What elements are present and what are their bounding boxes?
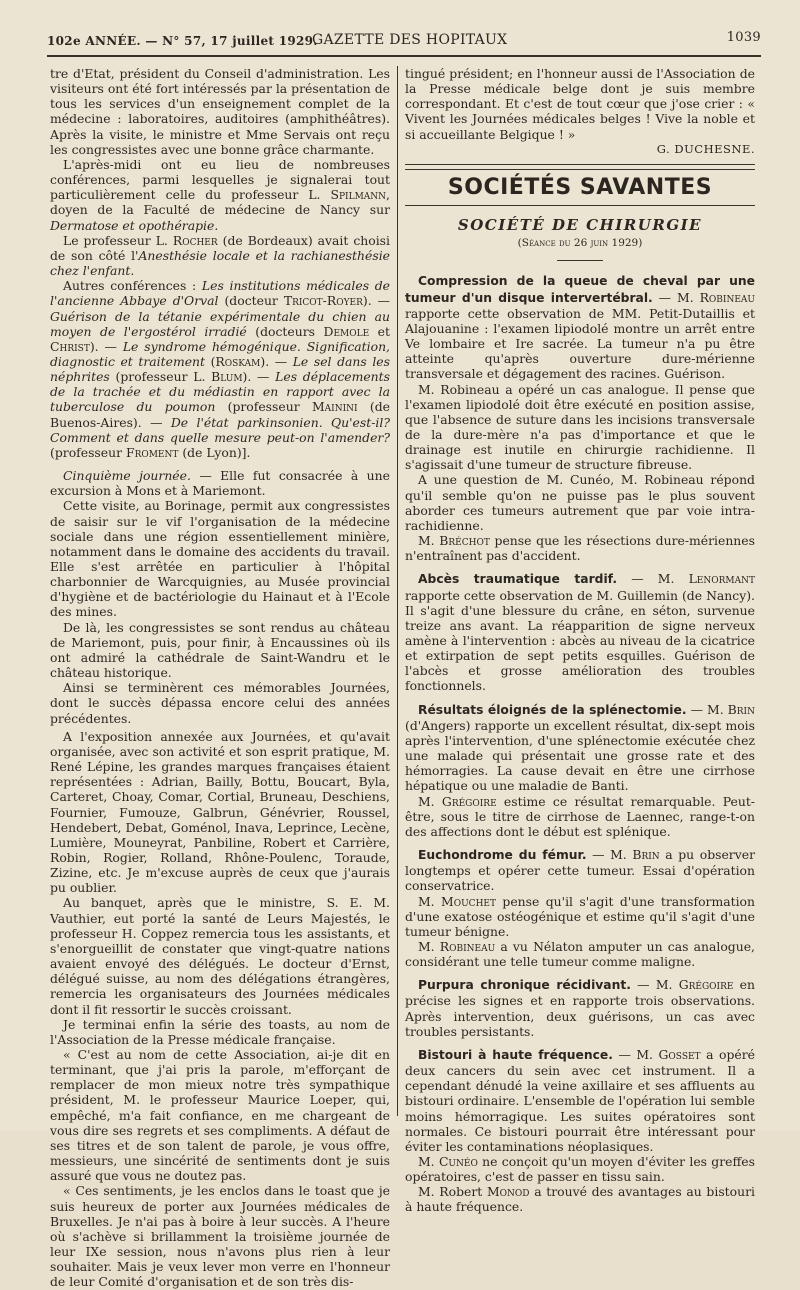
paragraph: « Ces sentiments, je les enclos dans le toast que je suis heureux de porter aux Journées médicales de Bruxelles. Je n'ai pas à boire à leur succès. A l'heure où s'achève si brillamment la troisième journée de leur IXe session, nous n'avons plus rien à leur souhaiter. Mais je veux lever mon verre en l'honneur de leur Comité d'organisation et de son très dis- (50, 1183, 390, 1290)
left-column (50, 66, 390, 1290)
paragraph: A une question de M. Cunéo, M. Robineau répond qu'il semble qu'on ne puisse pas le plus souvent aborder ces tumeurs autrement que par voie intra-rachidienne. (405, 472, 755, 533)
short-rule (557, 260, 603, 261)
right-column (405, 66, 755, 1215)
paragraph: M. Robert Monod a trouvé des avantages au bistouri à haute fréquence. (405, 1184, 755, 1215)
paragraph: « C'est au nom de cette Association, ai-je dit en terminant, que j'ai pris la parole, m'efforçant de remplacer de mon mieux notre très sympathique président, M. le professeur Maurice Loeper, qui, empêché, m'a fait confiance, en me chargeant de vous dire ses regrets et ses compliments. A défaut de ses titres et de son talent de parole, je vous offre, messieurs, une sincérité de sentiments dont je suis assuré que vous ne doutez pas. (50, 1047, 390, 1184)
issue-info: 102e ANNÉE. — N° 57, 17 juillet 1929. (47, 34, 318, 48)
paragraph: M. Grégoire estime ce résultat remarquable. Peut-être, sous le titre de cirrhose de Laennec, range-t-on des affections dont le début est splénique. (405, 793, 755, 839)
paragraph: A l'exposition annexée aux Journées, et qu'avait organisée, avec son activité et son esprit pratique, M. René Lépine, les grandes marques françaises étaient représentées : Adrian, Bailly, Bottu, Boucart, Byla, Carteret, Choay, Comar, Cortial, Bruneau, Deschiens, Fournier, Fumouze, Galbrun, Génévrier, Roussel, Hendebert, Debat, Goménol, Inava, Leprince, Lecène, Lumière, Mouneyrat, Panbiline, Robert et Carrière, Robin, Rogier, Rolland, Rhône-Poulenc, Toraude, Zizine, etc. Je m'excuse auprès de ceux que j'aurais pu oublier. (50, 728, 390, 896)
article-heading: Compression de la queue de cheval par une tumeur d'un disque intervertébral. (405, 274, 755, 305)
paragraph: Résultats éloignés de la splénectomie. — M. Brin (d'Angers) rapporte un excellent résultat, dix-sept mois après l'intervention, d'une splénectomie exécutée chez une malade qui présentait une grosse rate et des hémorragies. La cause devait en être une cirrhose hépatique ou une maladie de Banti. (405, 701, 755, 794)
author-signature: G. DUCHESNE. (656, 141, 755, 156)
paragraph: L'après-midi ont eu lieu de nombreuses conférences, parmi lesquelles je signalerai tout particulièrement celle du professeur L. Spilmann, doyen de la Faculté de médecine de Nancy sur Dermatose et opothérapie. (50, 156, 390, 233)
column-divider (397, 66, 398, 1116)
paragraph: Compression de la queue de cheval par une tumeur d'un disque intervertébral. — M. Robineau rapporte cette observation de MM. Petit-Dutaillis et Alajouanine : l'examen lipiodolé montre un arrêt entre Ve lombaire et Ire sacrée. La tumeur n'a pu être atteinte qu'après ouverture dure-mérienne transversale et dégagement des racines. Guérison. (405, 274, 755, 382)
section-title-rule (405, 205, 755, 206)
paragraph: Je terminai enfin la série des toasts, au nom de l'Association de la Presse médicale française. (50, 1016, 390, 1047)
article-heading: Bistouri à haute fréquence. (418, 1047, 613, 1062)
article-heading: Purpura chronique récidivant. (418, 978, 631, 993)
paragraph: tre d'Etat, président du Conseil d'administration. Les visiteurs ont été fort intéressés par la présentation de tous les services d'un enseignement complet de la médecine : laboratoires, auditoires (amphithéâtres). Après la visite, le ministre et Mme Servais ont reçu les congressistes avec une bonne grâce charmante. (50, 66, 390, 157)
paragraph: Au banquet, après que le ministre, S. E. M. Vauthier, eut porté la santé de Leurs Majestés, le professeur H. Coppez remercia tous les assistants, et s'enorgueillit de constater que vingt-quatre nations avaient envoyé des délégués. Le docteur d'Ernst, délégué suisse, au nom des délégations étrangères, remercia les organisateurs des Journées médicales dont il fit ressortir le succès croissant. (50, 895, 390, 1017)
paragraph: M. Bréchot pense que les résections dure-mériennes n'entraînent pas d'accident. (405, 533, 755, 564)
paragraph: Autres conférences : Les institutions médicales de l'ancienne Abbaye d'Orval (docteur Tricot-Royer). — Guérison de la tétanie expérimentale du chien au moyen de l'ergostérol irradié (docteurs Demole et Christ). — Le syndrome hémogénique. Signification, diagnostic et traitement (Roskam). — Le sel dans les néphrites (professeur L. Blum). — Les déplacements de la trachée et du médiastin en rapport avec la tuberculose du poumon (professeur Mainini (de Buenos-Aires). — De l'état parkinsonien. Qu'est-il? Comment et dans quelle mesure peut-on l'amender? (professeur Froment (de Lyon)]. (50, 278, 390, 460)
section-title: SOCIÉTÉS SAVANTES (447, 174, 713, 200)
paragraph: Ainsi se terminèrent ces mémorables Journées, dont le succès dépassa encore celui des années précédentes. (50, 680, 390, 726)
article-heading: Euchondrome du fémur. (418, 848, 587, 863)
paragraph: Abcès traumatique tardif. — M. Lenormant rapporte cette observation de M. Guillemin (de Nancy). Il s'agit d'une blessure du crâne, en séton, survenue treize ans avant. La réapparition de signe nerveux amène à l'intervention : abcès au niveau de la cicatrice et extirpation de sept petits esquilles. Guérison de l'abcès et grosse amélioration des troubles fonctionnels. (405, 571, 755, 694)
paragraph: M. Robineau a vu Nélaton amputer un cas analogue, considérant une telle tumeur comme maligne. (405, 938, 755, 970)
paragraph: Cinquième journée. — Elle fut consacrée à une excursion à Mons et à Mariemont. (50, 468, 390, 499)
article-heading: Résultats éloignés de la splénectomie. (418, 702, 687, 717)
paragraph: Bistouri à haute fréquence. — M. Gosset a opéré deux cancers du sein avec cet instrument. Il a cependant dénudé la veine axillaire et ses affluents au bistouri ordinaire. L'ensemble de l'opération lui semble moins hémorragique. Les suites opératoires sont normales. Ce bistouri pourrait être intéressant pour éviter les contaminations néoplasiques. (405, 1046, 755, 1154)
page-number: 1039 (726, 30, 761, 45)
paragraph: M. Cunéo ne conçoit qu'un moyen d'éviter les greffes opératoires, c'est de passer en tissu sain. (405, 1154, 755, 1185)
article-heading: Abcès traumatique tardif. (418, 572, 618, 587)
section-rule (405, 164, 755, 170)
paragraph: Le professeur L. Rocher (de Bordeaux) avait choisi de son côté l'Anesthésie locale et la rachianesthésie chez l'enfant. (50, 232, 390, 279)
paragraph: tingué président; en l'honneur aussi de l'Association de la Presse médicale belge dont je suis membre correspondant. Et c'est de tout cœur que j'ose crier : « Vivent les Journées médicales belges ! Vive la noble et si accueillante Belgique ! » (405, 66, 755, 142)
page-header (47, 30, 761, 52)
paragraph: M. Mouchet pense qu'il s'agit d'une transformation d'une exatose ostéogénique et estime qu'il s'agit d'une tumeur bénigne. (405, 893, 755, 939)
paragraph: Purpura chronique récidivant. — M. Grégoire en précise les signes et en rapporte trois observations. Après intervention, deux guérisons, un cas avec troubles persistants. (405, 977, 755, 1039)
header-rule (47, 55, 761, 57)
paragraph: De là, les congressistes se sont rendus au château de Mariemont, puis, pour finir, à Encaussines où ils ont admiré la cathédrale de Saint-Wandru et le château historique. (50, 619, 390, 681)
newspaper-title: GAZETTE DES HOPITAUX (312, 32, 508, 48)
paragraph: Euchondrome du fémur. — M. Brin a pu observer longtemps et opérer cette tumeur. Essai d'opération conservatrice. (405, 847, 755, 894)
paragraph: M. Robineau a opéré un cas analogue. Il pense que l'examen lipiodolé doit être exécuté en position assise, que l'absence de suture dans les incisions transversale de la dure-mère n'a pas d'importance et que le drainage est inutile en chirurgie rachidienne. Il s'agissait d'une tumeur de structure fibreuse. (405, 381, 755, 473)
paragraph: Cette visite, au Borinage, permit aux congressistes de saisir sur le vif l'organisation de la médecine sociale dans une région essentiellement minière, notamment dans le domaine des accidents du travail. Elle s'est arrêtée en particulier à l'hôpital charbonnier de Warcquignies, au Musée provincial d'hygiène et de bactériologie du Hainaut et à l'Ecole des mines. (50, 498, 390, 620)
session-date: (Séance du 26 juin 1929) (517, 237, 643, 250)
society-title: SOCIÉTÉ DE CHIRURGIE (457, 216, 703, 235)
